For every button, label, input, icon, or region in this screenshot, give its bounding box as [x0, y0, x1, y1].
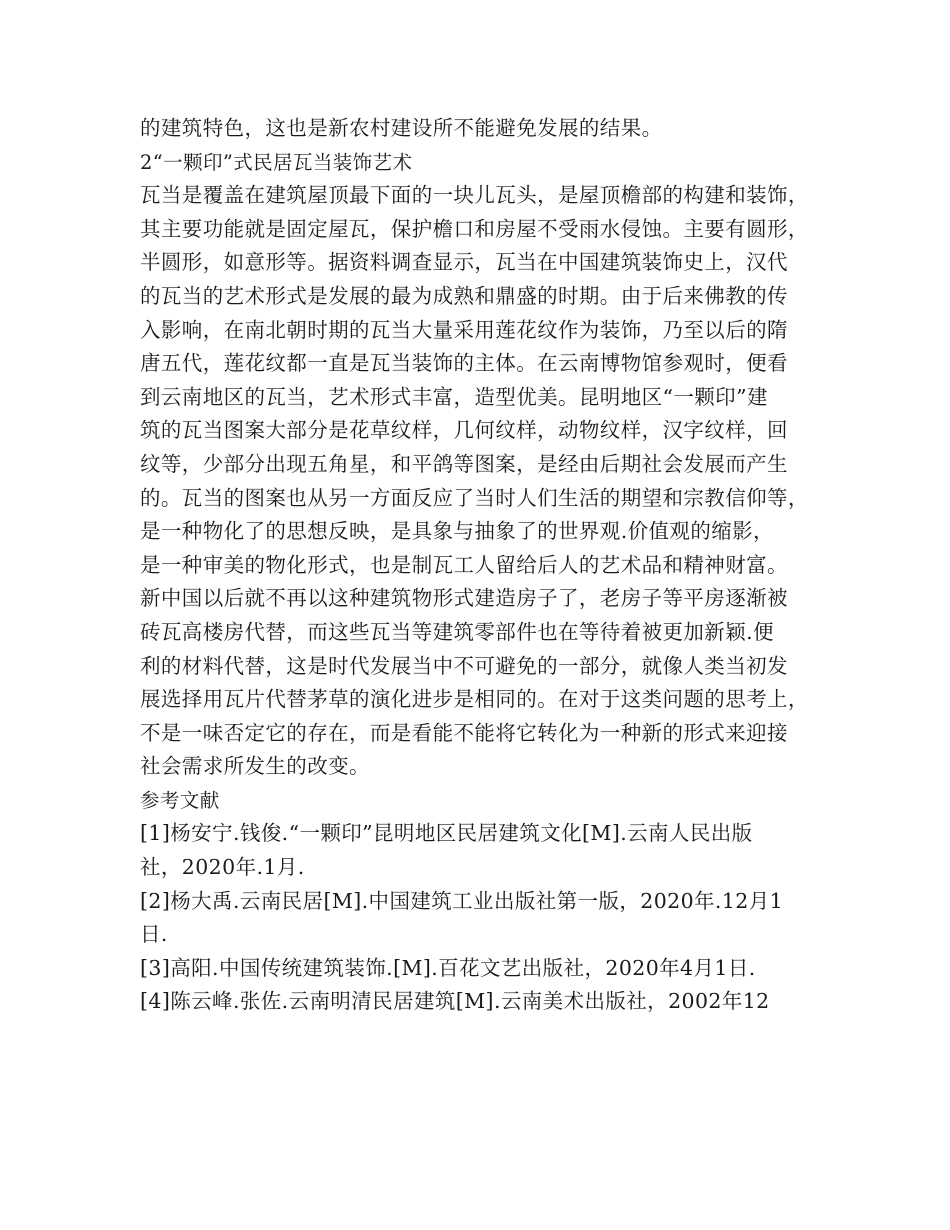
body-line: 瓦当是覆盖在建筑屋顶最下面的一块儿瓦头，是屋顶檐部的构建和装饰，	[140, 183, 809, 208]
body-line: 入影响，在南北朝时期的瓦当大量采用莲花纹作为装饰，乃至以后的隋	[140, 317, 788, 342]
body-line: 的。瓦当的图案也从另一方面反应了当时人们生活的期望和宗教信仰等，	[140, 485, 809, 510]
reference-line: [4]陈云峰.张佐.云南明清民居建筑[M].云南美术出版社，2002年12	[140, 989, 770, 1014]
body-line: 展选择用瓦片代替茅草的演化进步是相同的。在对于这类问题的思考上，	[140, 687, 809, 712]
body-line: 是一种物化了的思想反映，是具象与抽象了的世界观.价值观的缩影，	[140, 519, 774, 544]
body-line: 半圆形，如意形等。据资料调查显示，瓦当在中国建筑装饰史上，汉代	[140, 250, 788, 275]
references-heading: 参考文献	[140, 788, 220, 812]
body-line: 纹等，少部分出现五角星，和平鸽等图案，是经由后期社会发展而产生	[140, 451, 788, 476]
body-line: 社会需求所发生的改变。	[140, 754, 370, 779]
body-line: 到云南地区的瓦当，艺术形式丰富，造型优美。昆明地区“一颗印”建	[140, 384, 768, 409]
reference-line: [3]高阳.中国传统建筑装饰.[M].百花文艺出版社，2020年4月1日.	[140, 955, 756, 980]
opening-line: 的建筑特色，这也是新农村建设所不能避免发展的结果。	[140, 116, 663, 140]
reference-line: [2]杨大禹.云南民居[M].中国建筑工业出版社第一版，2020年.12月1	[140, 888, 784, 913]
body-line: 利的材料代替，这是时代发展当中不可避免的一部分，就像人类当初发	[140, 653, 788, 678]
body-line: 新中国以后就不再以这种建筑物形式建造房子了，老房子等平房逐渐被	[140, 586, 788, 611]
reference-list	[140, 817, 820, 1019]
body-line: 其主要功能就是固定屋瓦，保护檐口和房屋不受雨水侵蚀。主要有圆形，	[140, 216, 809, 241]
section-heading: 2“一颗印”式民居瓦当装饰艺术	[140, 150, 413, 174]
reference-line: 日.	[140, 922, 168, 947]
body-line: 的瓦当的艺术形式是发展的最为成熟和鼎盛的时期。由于后来佛教的传	[140, 283, 788, 308]
document-page	[140, 112, 820, 1019]
body-line: 筑的瓦当图案大部分是花草纹样，几何纹样，动物纹样，汉字纹样，回	[140, 418, 788, 443]
body-line: 是一种审美的物化形式，也是制瓦工人留给后人的艺术品和精神财富。	[140, 552, 788, 577]
body-paragraph	[140, 179, 820, 784]
body-line: 唐五代，莲花纹都一直是瓦当装饰的主体。在云南博物馆参观时，便看	[140, 351, 788, 376]
reference-line: 社，2020年.1月.	[140, 855, 305, 880]
body-line: 不是一味否定它的存在，而是看能不能将它转化为一种新的形式来迎接	[140, 720, 788, 745]
body-line: 砖瓦高楼房代替，而这些瓦当等建筑零部件也在等待着被更加新颖.便	[140, 619, 774, 644]
reference-line: [1]杨安宁.钱俊.“一颗印”昆明地区民居建筑文化[M].云南人民出版	[140, 821, 753, 846]
